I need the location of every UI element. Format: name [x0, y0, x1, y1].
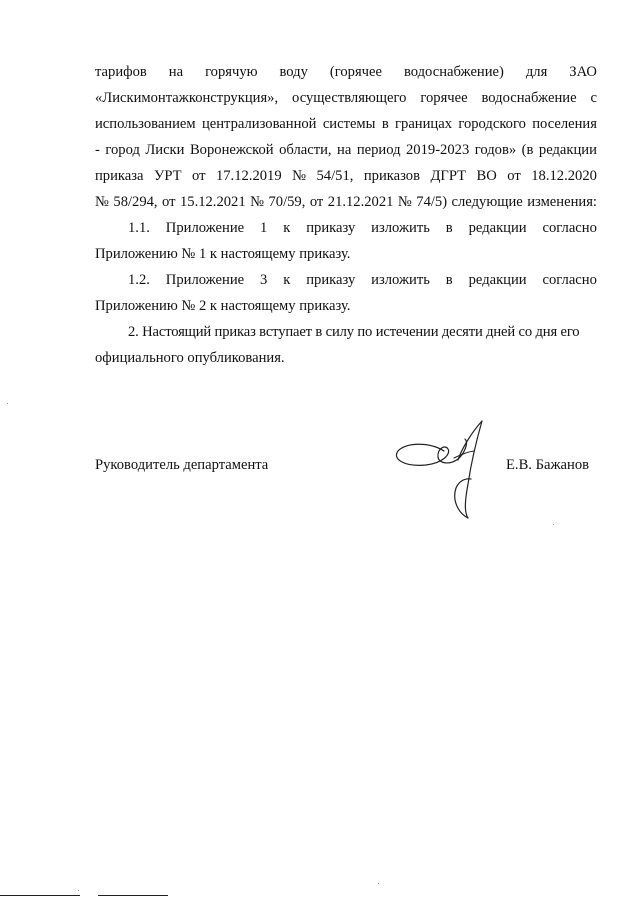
text-line: 2. Настоящий приказ вступает в силу по истечении десяти дней со дня его: [128, 324, 580, 340]
text-line: использованием централизованной системы в границах городского поселения: [95, 116, 597, 132]
text-line: официального опубликования.: [95, 350, 285, 366]
text-line: тарифов на горячую воду (горячее водоснабжение) для ЗАО: [95, 64, 597, 80]
scan-speck: [78, 890, 79, 891]
signatory-position: Руководитель департамента: [95, 457, 269, 473]
scan-speck: [553, 524, 554, 525]
text-line: Приложению № 1 к настоящему приказу.: [95, 246, 351, 262]
text-line: «Лискимонтажконструкция», осуществляющего горячее водоснабжение с: [95, 90, 597, 106]
text-line: Приложению № 2 к настоящему приказу.: [95, 298, 351, 314]
scan-speck: [7, 403, 8, 404]
scan-speck: [378, 883, 379, 884]
bottom-edge-rule: [0, 895, 80, 896]
text-line: 1.1. Приложение 1 к приказу изложить в редакции согласно: [128, 220, 597, 236]
text-line: приказа УРТ от 17.12.2019 № 54/51, приказов ДГРТ ВО от 18.12.2020: [95, 168, 597, 184]
bottom-edge-rule: [98, 895, 168, 896]
signatory-name: Е.В. Бажанов: [506, 457, 590, 473]
text-line: 1.2. Приложение 3 к приказу изложить в редакции согласно: [128, 272, 597, 288]
handwritten-signature: [392, 418, 522, 528]
text-line: № 58/294, от 15.12.2021 № 70/59, от 21.12.2021 № 74/5) следующие изменения:: [95, 194, 597, 210]
text-line: - город Лиски Воронежской области, на период 2019-2023 годов» (в редакции: [95, 142, 597, 158]
